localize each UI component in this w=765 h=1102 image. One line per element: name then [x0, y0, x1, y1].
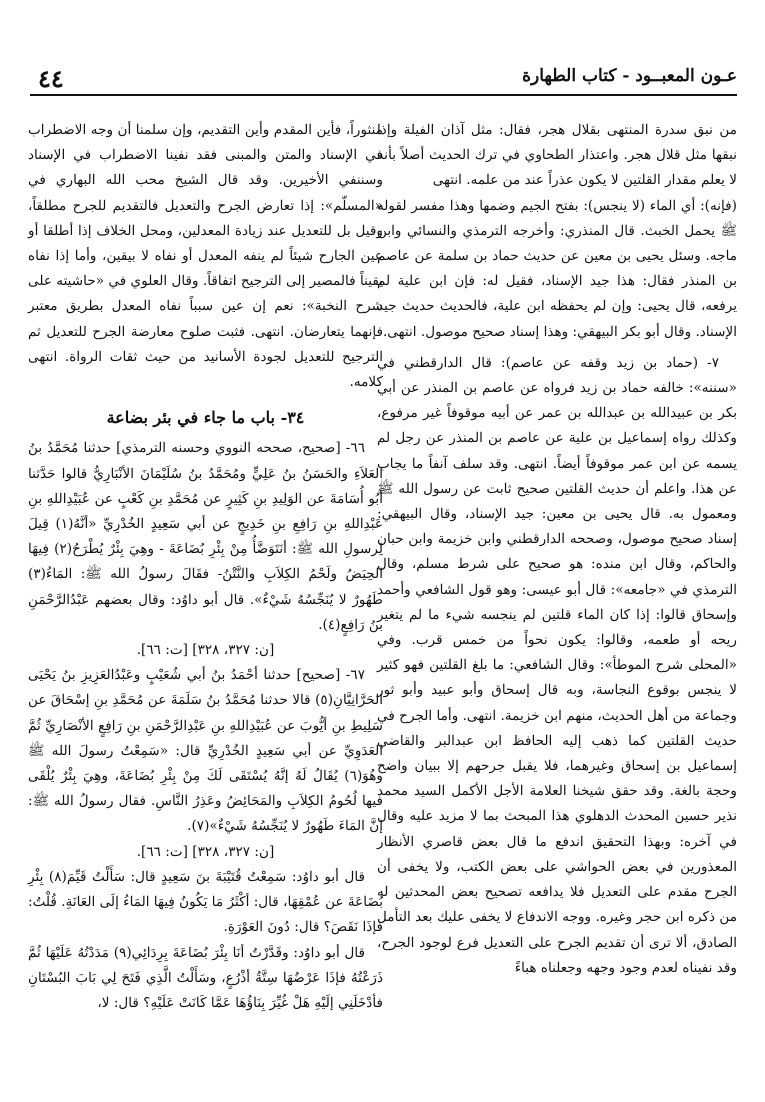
reference-66: [ن: ٣٢٧، ٣٢٨] [ت: ٦٦].: [136, 642, 275, 659]
paragraph: قال أبو داوُد: سَمِعْتُ قُتَيْبَةَ بنَ سَعِيدٍ قال: سَأَلْتُ قَيِّمَ(٨) بِئْرِ بُضَاعَةَ عن عُمْقِهَا، قال: أكْثَرُ مَا يَكُونُ فِيهَا المَاءُ إلَى العَانَةِ. قُلْتُ: فإذَا نَقَصَ؟ قال: دُونَ العَوْرَةِ.: [28, 868, 383, 936]
page-number: ٤٤: [38, 64, 64, 93]
header-rule: [30, 94, 737, 96]
reference-67: [ن: ٣٢٧، ٣٢٨] [ت: ٦٦].: [136, 843, 275, 860]
paragraph: من نبق سدرة المنتهى بقلال هجر، فقال: مثل آذان الفيلة وإذا نبقها مثل قلال هجر. واعتذار الطحاوي في ترك الحديث أصلاً بأنه لا يعلم مقدار القلتين لا يكون عذراً عند من علمه. انتهى: [377, 122, 737, 189]
left-column: [28, 118, 383, 1016]
right-column: [377, 118, 737, 981]
running-title: عـون المعبــود - كتاب الطهارة: [522, 66, 737, 86]
hadith-66: ٦٦- [صحيح، صححه النووي وحسنه الترمذي] حدثنا مُحَمَّدُ بنُ العَلاَءِ والحَسَنُ بنُ عَلِيٍّ ومُحَمَّدُ بنُ سُلَيْمَانَ الأنْبَارِيُّ قالوا حَدَّثنا أبُو أُسَامَةَ عن الوَلِيدِ بنِ كَثِيرٍ عن مُحَمَّدِ بنِ كَعْبٍ عن عُبَيْدِاللهِ بنِ عَبْدِاللهِ بنِ رَافِعِ بنِ خَدِيجٍ عن أبي سَعِيدٍ الخُدْرِيِّ «أنَّهُ(١) قِيلَ لِرسولِ الله ﷺ: أنَتَوَضَّأُ مِنْ بِئْرِ بُضَاعَةَ - وهِيَ بِئْرٌ يُطْرَحُ(٢) فِيهَا الحِيَضُ ولَحْمُ الكِلاَبِ والنَّتْنُ- فقَالَ رسولُ الله ﷺ: المَاءُ(٣) طَهُورٌ لا يُنَجِّسُهُ شَيْءٌ». قال أبو داوُد: وقال بعضهم عَبْدُالرَّحْمَنِ بنُ رَافِعٍ(٤).: [28, 440, 383, 633]
chapter-heading: ٣٤- باب ما جاء في بئر بضاعة: [106, 408, 305, 428]
page-header: [30, 62, 737, 92]
paragraph: منثوراً، فأين المقدم وأين التقديم، وإن سلمنا أن وجه الاضطراب في الإسناد والمتن والمبنى فقد نفينا الاضطراب في الإسناد وسننفي الأخيرين. وقد قال الشيخ محب الله البهاري في «المسلّم»: إذا تعارض الجرح والتعديل فالتقديم للجرح مطلقاً، وقيل بل للتعديل عند زيادة المعدلين، ومحل الخلاف إذا أطلقا أو عين الجارح شيئاً لم ينفه المعدل أو نفاه لا بيقين، وأما إذا نفاه يقيناً فالمصير إلى الترجيح اتفاقاً. وقال العلوي في «حاشيته على شرح النخبة»: نعم إن عين سبباً نفاه المعدل بطريق معتبر فإنهما يتعارضان. انتهى. فثبت صلوح معارضة الجرح للتعديل ثم الترجيح للتعديل لجودة الأسانيد من حيث ثقات الرواة. انتهى كلامه.: [28, 122, 383, 391]
paragraph: ٧- (حماد بن زيد وقفه عن عاصم): قال الدارقطني في «سننه»: خالفه حماد بن زيد فرواه عن عاصم بن المنذر عن أبي بكر بن عبيدالله بن عبدالله بن عمر عن أبيه موقوفاً غير مرفوع، وكذلك رواه إسماعيل بن علية عن عاصم بن المنذر عن رجل لم يسمه عن ابن عمر موقوفاً أيضاً. انتهى. وقد سلف آنفاً ما يجاب عن هذا. واعلم أن حديث القلتين صحيح ثابت عن رسول الله ﷺ ومعمول به. قال يحيى بن معين: جيد الإسناد، وقال البيهقي: إسناد صحيح موصول، وصححه الدارقطني وابن خزيمة وابن حبان والحاكم، وقال ابن منده: هو صحيح على شرط مسلم، وقال الترمذي في «جامعه»: قال أبو عيسى: وهو قول الشافعي وأحمد وإسحاق قالوا: إذا كان الماء قلتين لم ينجسه شيء ما لم يتغير ريحه أو طعمه، وقالوا: يكون نحواً من خمس قرب. وفي «المحلى شرح الموطأ»: وقال الشافعي: ما بلغ القلتين فهو كثير لا ينجس بوقوع النجاسة، وبه قال إسحاق وأبو عبيد وأبو ثور وجماعة من أهل الحديث، منهم ابن خزيمة. انتهى. وأما الجرح في حديث القلتين كما ذهب إليه الحافظ ابن عبدالبر والقاضي إسماعيل بن إسحاق وغيرهما، فلا يقبل جرحهم إلا ببيان واضح وحجة بالغة. وقد حقق شيخنا العلامة الأجل الأكمل السيد محمد نذير حسين المحدث الدهلوي هذا المبحث بما لا مزيد عليه وقال في آخره: وبهذا التحقيق اندفع ما قال بعض قاصري الأنظار المعذورين في بعض الحواشي على بعض الكتب، ولا يخفى أن الجرح مقدم على التعديل فلا يدافعه تصحيح بعض المحدثين له من ذكره ابن حجر وغيره. ووجه الاندفاع لا يخفى عليك بعد التأمل الصادق، ألا ترى أن تقديم الجرح على التعديل فرع لوجود الجرح، وقد نفيناه لعدم وجود وجهه وجعلناه هباءً: [377, 354, 737, 976]
paragraph: قال أبو داوُد: وقَدَّرْتُ أنَا بِئْرَ بُضَاعَةَ بِرِدَائِي(٩) مَدَدْتُهُ عَلَيْهَا ثُمَّ ذَرَعْتُهُ فإذَا عَرْضُهَا سِتَّةُ أذْرُعٍ، وسَأَلْتُ الَّذِي فَتَحَ لِي بَابَ البُسْتَانِ فأدْخَلَنِي إلَيْهِ هَلْ غُيِّرَ بِنَاؤُهَا عَمَّا كَانَتْ عَلَيْهِ؟ قال: لا،: [28, 944, 383, 1011]
hadith-67: ٦٧- [صحيح] حدثنا أحْمَدُ بنُ أبي شُعَيْبٍ وعَبْدُالعَزِيزِ بنُ يَحْيَى الحَرَّانِيَّانِ(٥) قالا حدثنا مُحَمَّدُ بنُ سَلَمَةَ عن مُحَمَّدِ بنِ إسْحَاقَ عن سَلِيطِ بنِ أيُّوبَ عن عُبَيْدِاللهِ بنِ عَبْدِالرَّحْمَنِ بنِ رَافِعٍ الأنْصَارِيِّ ثُمَّ العَدَوِيِّ عن أبي سَعِيدٍ الخُدْرِيِّ قال: «سَمِعْتُ رسولَ الله ﷺ وهُوَ(٦) يُقَالُ لَهُ إنَّهُ يُسْتَقَى لَكَ مِنْ بِئْرِ بُضَاعَةَ، وهِيَ بِئْرٌ يُلْقَى فيها لُحُومُ الكِلاَبِ والمَحَائِضُ وعَذِرُ النَّاسِ. فقال رسولُ الله ﷺ: إنَّ المَاءَ طَهُورٌ لا يُنَجِّسُهُ شَيْءٌ»(٧).: [28, 667, 383, 835]
paragraph: (فإنه): أي الماء (لا ينجس): بفتح الجيم وضمها وهذا مفسر لقوله ﷺ يحمل الخبث. قال المنذري: وأخرجه الترمذي والنسائي وابن ماجه. وسئل يحيى بن معين عن حديث حماد بن سلمة عن عاصم بن المنذر فقال: هذا جيد الإسناد، فقيل له: فإن ابن علية لم يرفعه، قال يحيى: وإن لم يحفظه ابن علية، فالحديث حديث جيد الإسناد. وقال أبو بكر البيهقي: وهذا إسناد صحيح موصول. انتهى.: [377, 197, 737, 340]
